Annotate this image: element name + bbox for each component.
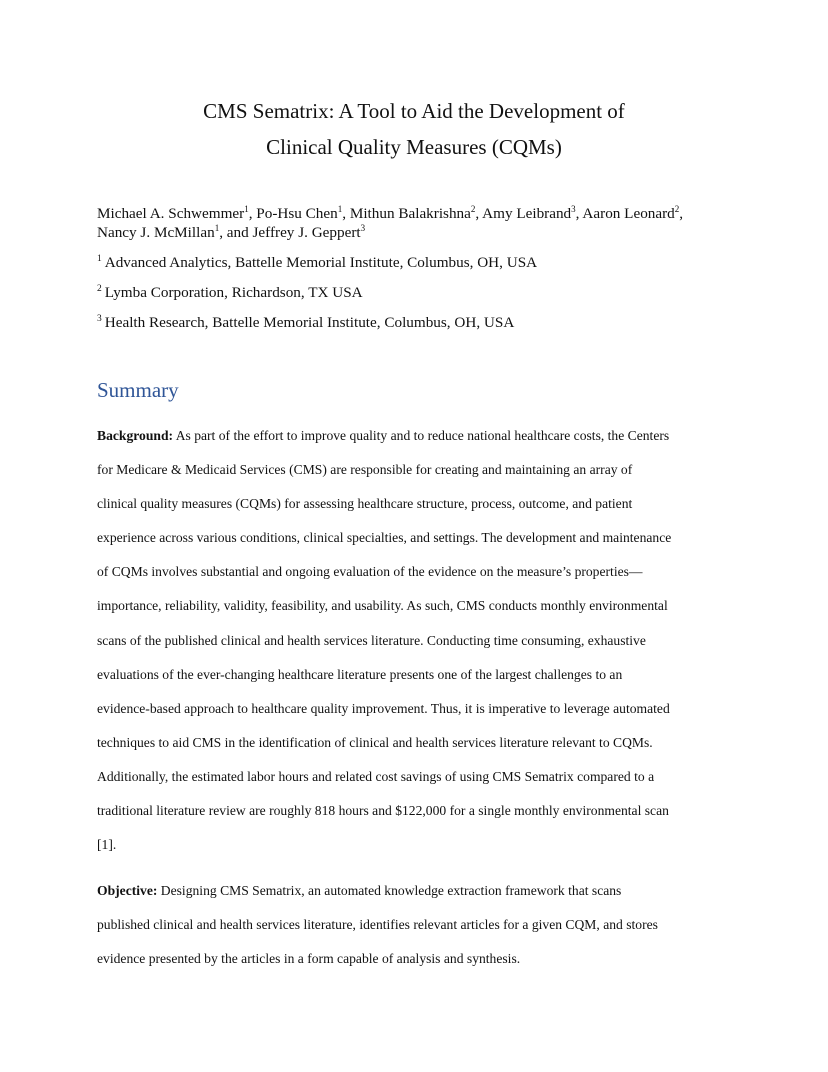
- paragraph-line: evidence-based approach to healthcare quality improvement. Thus, it is imperative to leverage automated: [97, 700, 670, 716]
- author-affiliation-mark: 1: [337, 203, 343, 214]
- affiliation-text: Lymba Corporation, Richardson, TX USA: [104, 284, 363, 301]
- author-separator: ,: [342, 205, 350, 222]
- paragraph-line: for Medicare & Medicaid Services (CMS) are responsible for creating and maintaining an array of: [97, 462, 633, 478]
- paper-title: [0, 93, 828, 165]
- author-affiliation-mark: 3: [360, 222, 366, 233]
- paragraph-line: [1].: [97, 837, 117, 853]
- author-name: Nancy J. McMillan: [97, 224, 215, 241]
- paragraph-line: published clinical and health services literature, identifies relevant articles for a given CQM, and stores: [97, 917, 658, 933]
- affiliation-number: 1: [97, 253, 102, 264]
- affiliation-3: [97, 313, 514, 332]
- author-separator: , and: [219, 224, 253, 241]
- title-line-2: Clinical Quality Measures (CQMs): [266, 135, 562, 159]
- author-name: Mithun Balakrishna: [349, 205, 471, 222]
- author-separator: ,: [679, 205, 684, 222]
- author-name: Amy Leibrand: [482, 205, 572, 222]
- paragraph-line: clinical quality measures (CQMs) for assessing healthcare structure, process, outcome, and patient: [97, 496, 633, 512]
- paragraph-line: experience across various conditions, clinical specialties, and settings. The development and maintenance: [97, 530, 672, 546]
- author-affiliation-mark: 2: [674, 203, 680, 214]
- author-separator: ,: [575, 205, 583, 222]
- author-affiliation-mark: 1: [244, 203, 249, 214]
- author-name: Michael A. Schwemmer: [97, 205, 245, 222]
- author-list: [97, 204, 737, 242]
- author-line-2: [97, 223, 737, 242]
- affiliation-number: 3: [97, 313, 102, 324]
- author-name: Jeffrey J. Geppert: [252, 224, 361, 241]
- paragraph-line: [97, 874, 737, 908]
- paragraph-line: Additionally, the estimated labor hours and related cost savings of using CMS Sematrix compared to a: [97, 768, 655, 784]
- author-separator: ,: [248, 205, 257, 222]
- title-line-1: CMS Sematrix: A Tool to Aid the Development of: [203, 99, 625, 123]
- author-affiliation-mark: 2: [470, 203, 476, 214]
- author-affiliation-mark: 3: [571, 203, 576, 214]
- paragraph-line: evaluations of the ever-changing healthcare literature presents one of the largest challenges to an: [97, 666, 623, 682]
- paragraph-line: traditional literature review are roughly 818 hours and $122,000 for a single monthly environmental scan: [97, 803, 669, 819]
- paragraph-line: of CQMs involves substantial and ongoing evaluation of the evidence on the measure’s properties—: [97, 564, 643, 580]
- author-line-1: [97, 204, 737, 223]
- affiliation-2: [97, 283, 363, 302]
- line-text: Designing CMS Sematrix, an automated knowledge extraction framework that scans: [157, 883, 622, 898]
- paragraph-line: [97, 419, 737, 453]
- paragraph-line: scans of the published clinical and health services literature. Conducting time consuming, exhaustive: [97, 632, 646, 648]
- author-separator: ,: [475, 205, 483, 222]
- objective-label: Objective:: [97, 883, 158, 898]
- affiliation-number: 2: [97, 283, 102, 294]
- background-paragraph: [97, 419, 737, 862]
- objective-paragraph: [97, 874, 737, 976]
- author-affiliation-mark: 1: [214, 222, 220, 233]
- section-heading-summary: Summary: [97, 378, 179, 402]
- line-text: As part of the effort to improve quality and to reduce national healthcare costs, the Centers: [173, 428, 670, 443]
- affiliation-text: Health Research, Battelle Memorial Institute, Columbus, OH, USA: [104, 314, 515, 331]
- paragraph-line: evidence presented by the articles in a form capable of analysis and synthesis.: [97, 951, 521, 967]
- affiliation-text: Advanced Analytics, Battelle Memorial Institute, Columbus, OH, USA: [104, 254, 538, 271]
- background-label: Background:: [97, 428, 174, 443]
- affiliation-1: [97, 253, 537, 272]
- author-name: Po-Hsu Chen: [256, 205, 338, 222]
- author-name: Aaron Leonard: [582, 205, 675, 222]
- paragraph-line: techniques to aid CMS in the identification of clinical and health services literature relevant to CQMs.: [97, 734, 653, 750]
- paragraph-line: importance, reliability, validity, feasibility, and usability. As such, CMS conducts monthly environmental: [97, 598, 668, 614]
